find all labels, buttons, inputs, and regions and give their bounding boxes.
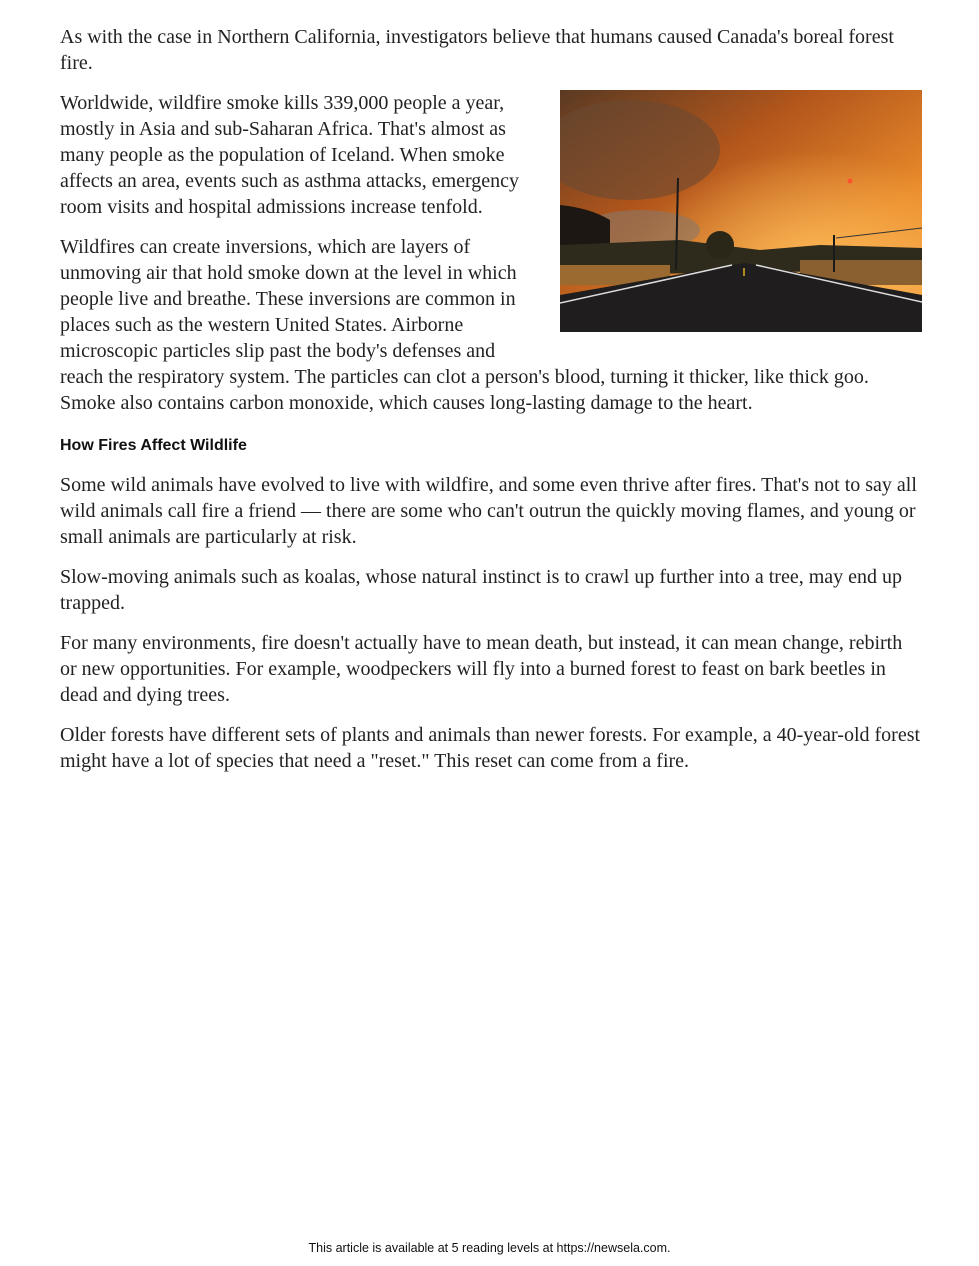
paragraph: As with the case in Northern California, investigators believe that humans caused Canada's boreal forest fire. (60, 26, 894, 74)
paragraph: Some wild animals have evolved to live with wildfire, and some even thrive after fires. That's not to say all wild animals call fire a friend — there are some who can't outrun the quickly moving flames, and young or small animals are particularly at risk. (60, 474, 917, 548)
paragraph: Wildfires can create inversions, which are layers of unmoving air that hold smoke down at the level in which people live and breathe. These inversions are common in places such as the western United States. Airborne microscopic particles slip past the body's defenses and reach the respiratory system. The particles can clot a person's blood, turning it thicker, like thick goo. Smoke also contains carbon monoxide, which causes long-lasting damage to the heart. (60, 236, 869, 414)
article-body (60, 24, 922, 788)
paragraph: Slow-moving animals such as koalas, whose natural instinct is to crawl up further into a tree, may end up trapped. (60, 566, 903, 614)
footer-note: This article is available at 5 reading levels at https://newsela.com. (308, 1241, 671, 1255)
paragraph: Older forests have different sets of plants and animals than newer forests. For example, a 40-year-old forest might have a lot of species that need a "reset." This reset can come from a fire. (60, 724, 921, 772)
section-heading: How Fires Affect Wildlife (60, 437, 247, 454)
wildfire-photo (560, 90, 922, 332)
paragraph: For many environments, fire doesn't actually have to mean death, but instead, it can mean change, rebirth or new opportunities. For example, woodpeckers will fly into a burned forest to feast on bark beetles in dead and dying trees. (60, 632, 903, 706)
paragraph: Worldwide, wildfire smoke kills 339,000 people a year, mostly in Asia and sub-Saharan Africa. That's almost as many people as the population of Iceland. When smoke affects an area, events such as asthma attacks, emergency room visits and hospital admissions increase tenfold. (60, 92, 520, 218)
